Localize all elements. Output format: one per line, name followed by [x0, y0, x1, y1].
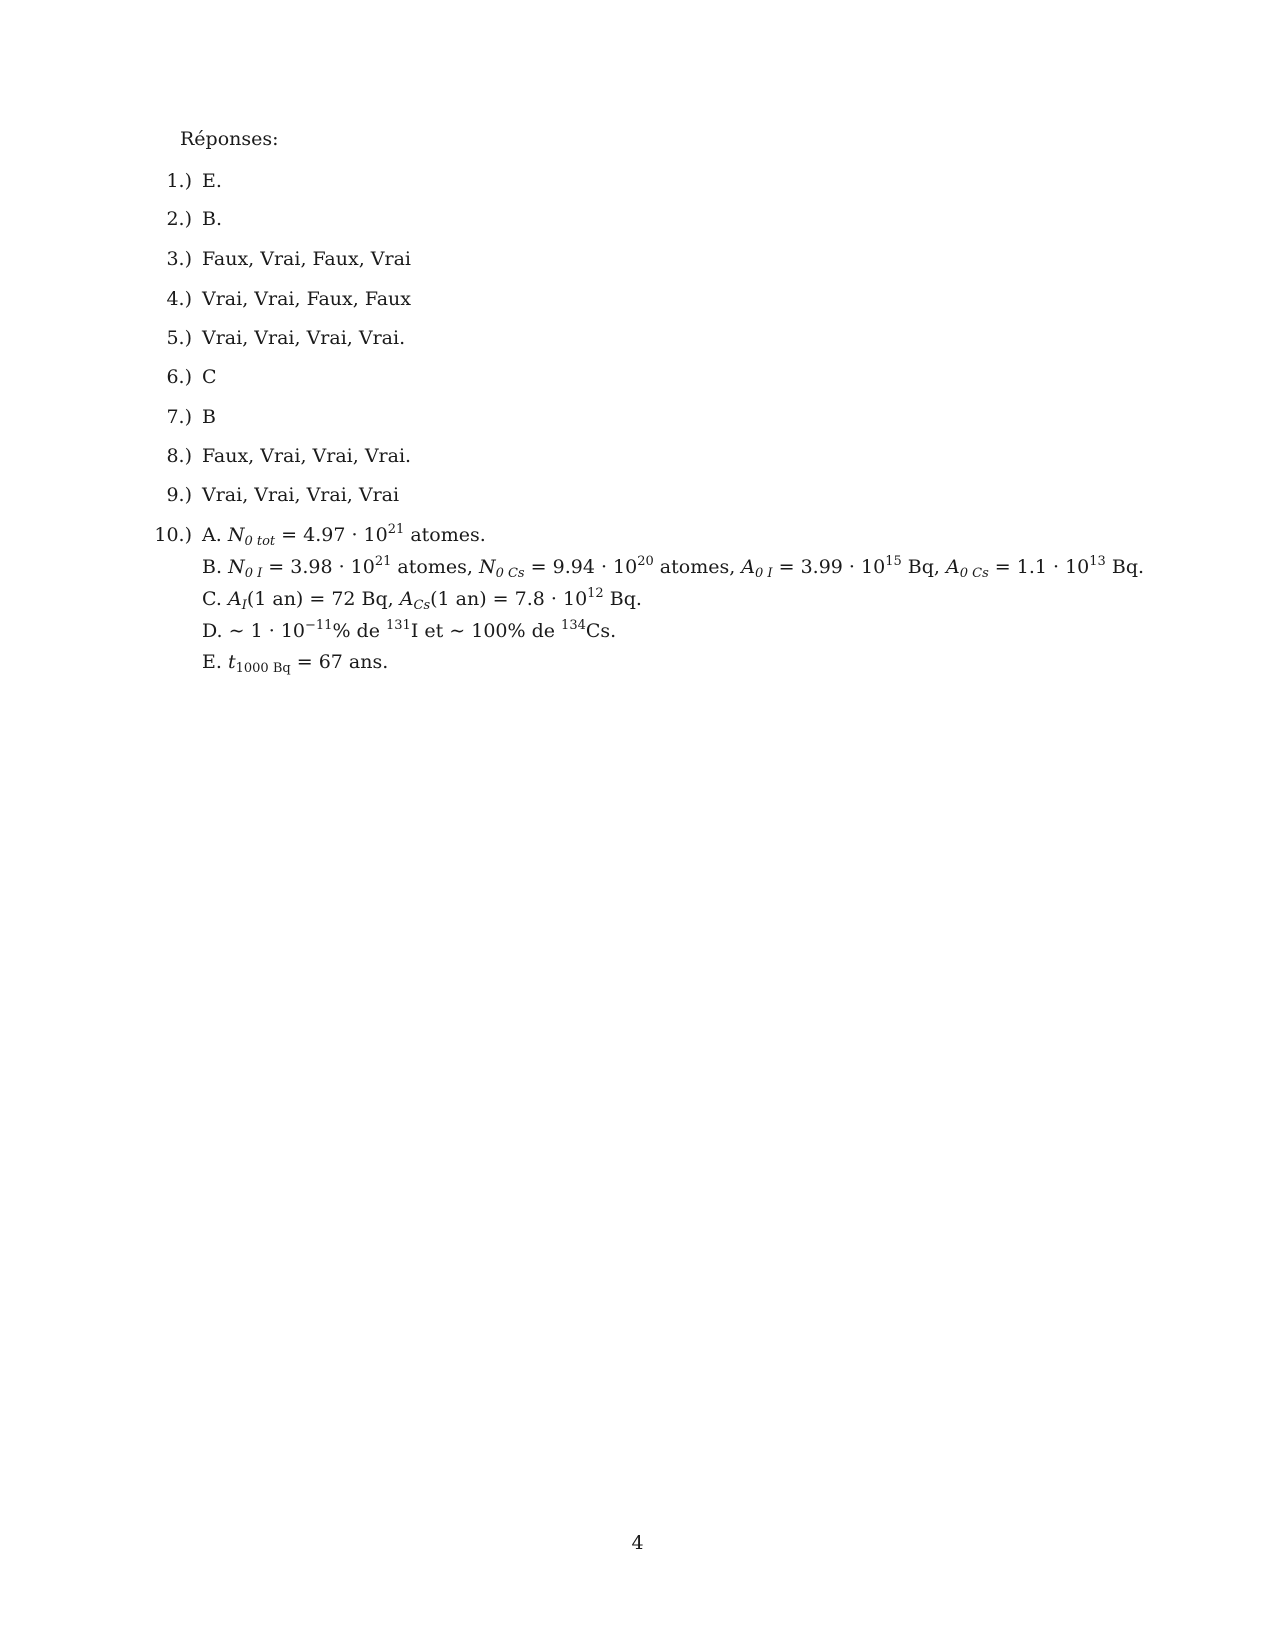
list-item: [150, 327, 1250, 355]
item-text: Vrai, Vrai, Vrai, Vrai.: [202, 327, 406, 349]
item-text: Vrai, Vrai, Vrai, Vrai: [202, 484, 400, 506]
item-text: C: [202, 366, 217, 388]
item-text: Faux, Vrai, Faux, Vrai: [202, 248, 411, 270]
page-number: 4: [631, 1532, 644, 1554]
list-item: [150, 366, 1250, 394]
list-item: [150, 406, 1250, 434]
list-item: [150, 208, 1250, 236]
list-item: [150, 248, 1250, 276]
item-text: B.: [202, 208, 223, 230]
answers-heading: Réponses:: [180, 128, 279, 150]
item-number: 1.): [166, 170, 192, 192]
item-number: 10.): [154, 524, 192, 546]
item-text: Faux, Vrai, Vrai, Vrai.: [202, 445, 412, 467]
answer-10d: D. ∼ $1 \cdot 10^{-11}\%$ de $^{131}$I et ∼ 100% de $^{134}$Cs.: [202, 618, 617, 642]
item-number: 9.): [166, 484, 192, 506]
item-number: 2.): [166, 208, 192, 230]
item-number: 8.): [166, 445, 192, 467]
item-text: E.: [202, 170, 222, 192]
answer-10c: C. $A_I(1$ an) = 72 Bq, $A_{Cs}(1$ $an) = 7.8 \cdot 10^{12}$ Bq.: [202, 586, 642, 613]
item-number: 4.): [166, 288, 192, 310]
item-number: 7.): [166, 406, 192, 428]
item-number: 5.): [166, 327, 192, 349]
answer-10e: E. $t_{1000 Bq} = 67$ ans.: [202, 651, 389, 676]
answer-10b: B. $N_{0 I} = 3.98 \cdot 10^{21}$ atomes, $N_{0 Cs} = 9.94 \cdot 10^{20}$ atomes, $A_{0 I} = 3.99 \cdot 10^{15}$ Bq, $A_{0 Cs} = 1.1 \cdot 10^{13}$ Bq.: [202, 554, 1145, 581]
item-text: Vrai, Vrai, Faux, Faux: [202, 288, 411, 310]
list-item: [150, 288, 1250, 316]
item-number: 6.): [166, 366, 192, 388]
list-item: [150, 484, 1250, 512]
list-item: [150, 170, 1250, 198]
item-text: B: [202, 406, 216, 428]
list-item-10: [150, 524, 1250, 552]
list-item: [150, 445, 1250, 473]
item-number: 3.): [166, 248, 192, 270]
answer-10a: A. $N_{0 tot} = 4.97 \cdot 10^{21}$ atomes.: [202, 522, 486, 549]
